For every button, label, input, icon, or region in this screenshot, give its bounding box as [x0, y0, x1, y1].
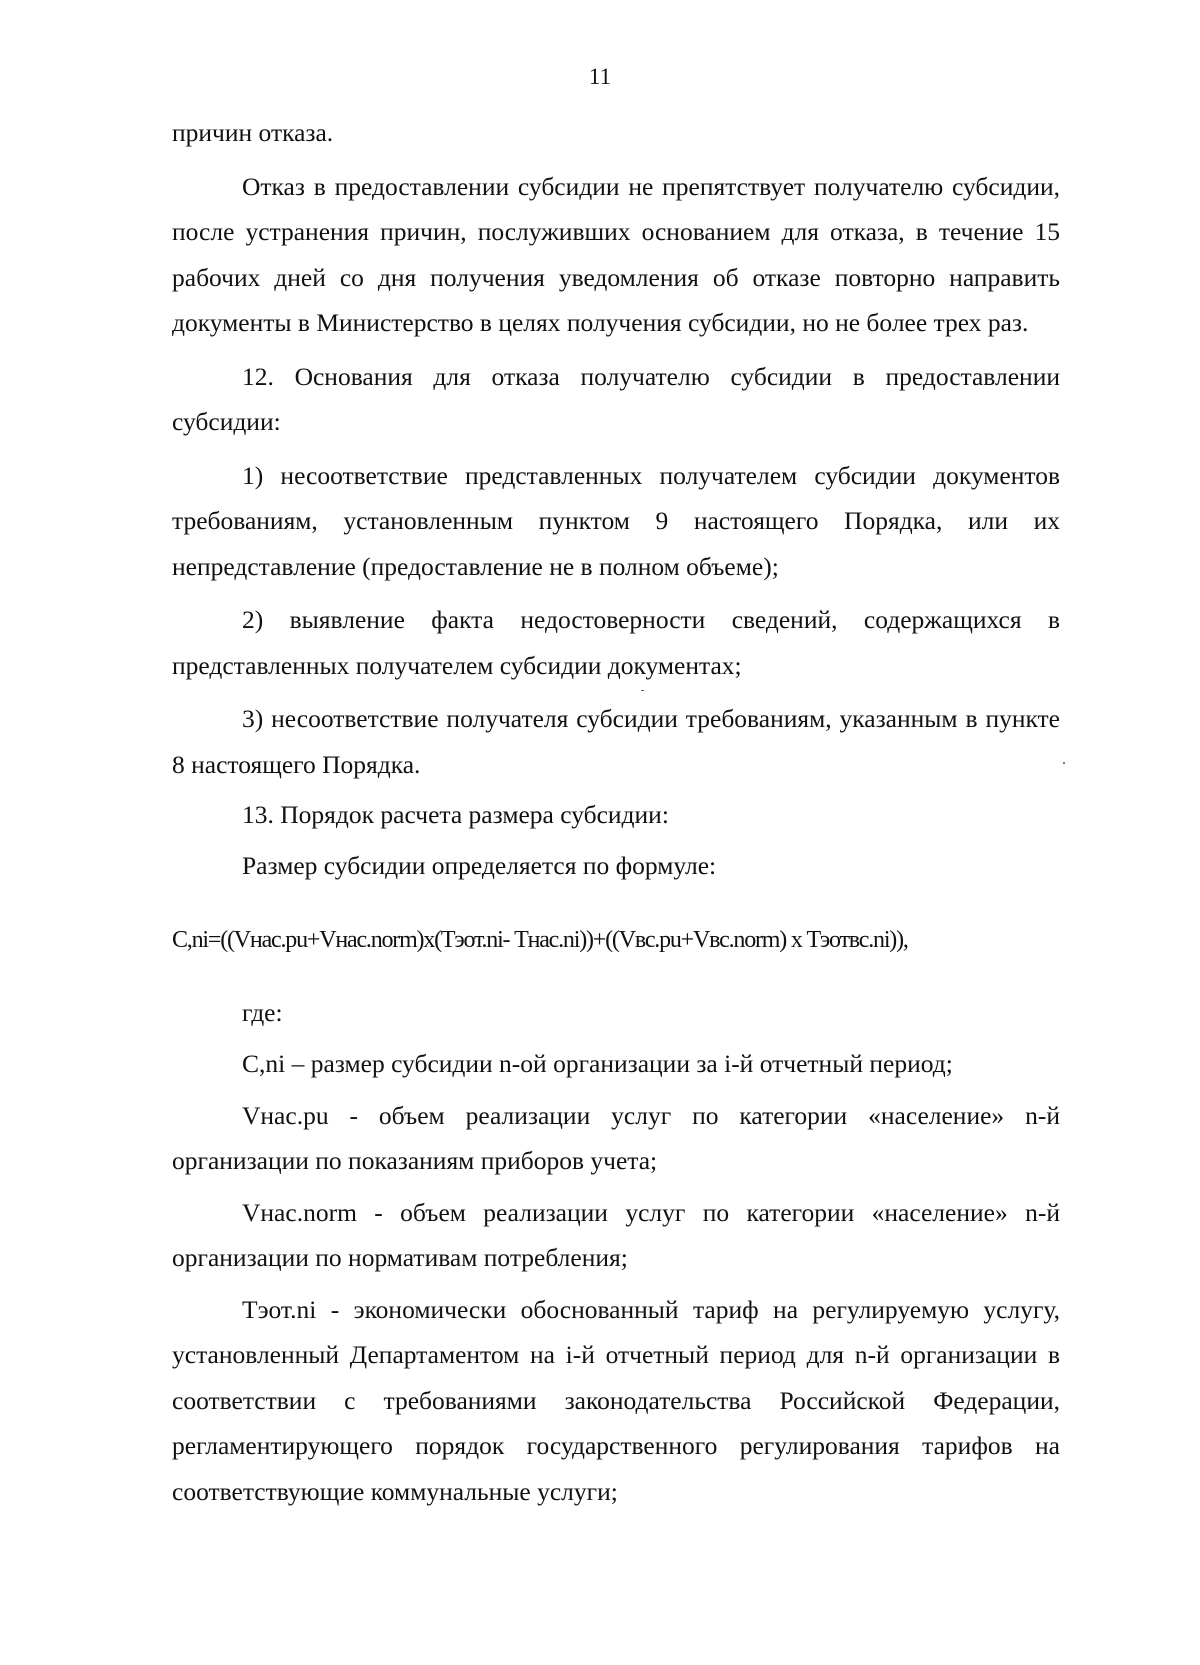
scan-speck: [641, 690, 644, 691]
document-body: [172, 110, 1060, 1514]
scan-speck: [1063, 762, 1065, 764]
paragraph-section-12-heading: 12. Основания для отказа получателю субсидии в предоставлении субсидии:: [172, 361, 1060, 436]
paragraph-section-13-heading: 13. Порядок расчета размера субсидии:: [242, 800, 669, 829]
page-number: 11: [588, 64, 612, 89]
paragraph-where: где:: [242, 997, 283, 1027]
paragraph-continuation: причин отказа.: [172, 118, 334, 147]
definition-v-nas-pu: Vнас.pu - объем реализации услуг по категории «население» n-й организации по показаниям приборов учета;: [172, 1100, 1060, 1175]
definition-v-nas-norm: Vнас.norm - объем реализации услуг по категории «население» n-й организации по нормативам потребления;: [172, 1197, 1060, 1272]
subsidy-formula: С,ni=((Vнас.pu+Vнас.norm)x(Тэот.ni- Тнас.ni))+((Vвс.pu+Vвс.norm) x Тэотвс.ni)),: [172, 927, 908, 953]
list-item-3: 3) несоответствие получателя субсидии требованиям, указанным в пункте 8 настоящего Порядка.: [172, 704, 1060, 779]
paragraph-formula-intro: Размер субсидии определяется по формуле:: [242, 850, 717, 880]
paragraph-refusal-note: Отказ в предоставлении субсидии не препятствует получателю субсидии, после устранения причин, послуживших основанием для отказа, в течение 15 рабочих дней со дня получения уведомления об отказе повторно направить документы в Министерство в целях получения субсидии, но не более трех раз.: [172, 171, 1060, 337]
definition-c-ni: С,ni – размер субсидии n-ой организации за i-й отчетный период;: [242, 1049, 953, 1078]
definition-t-eot-ni: Тэот.ni - экономически обоснованный тариф на регулируемую услугу, установленный Департаментом на i-й отчетный период для n-й организации в соответствии с требованиями законодательства Российской Федерации, регламентирующего порядок государственного регулирования тарифов на соответствующие коммунальные услуги;: [172, 1294, 1060, 1506]
list-item-1: 1) несоответствие представленных получателем субсидии документов требованиям, установленным пунктом 9 настоящего Порядка, или их непредставление (предоставление не в полном объеме);: [172, 460, 1060, 581]
list-item-2: 2) выявление факта недостоверности сведений, содержащихся в представленных получателем субсидии документах;: [172, 605, 1060, 680]
